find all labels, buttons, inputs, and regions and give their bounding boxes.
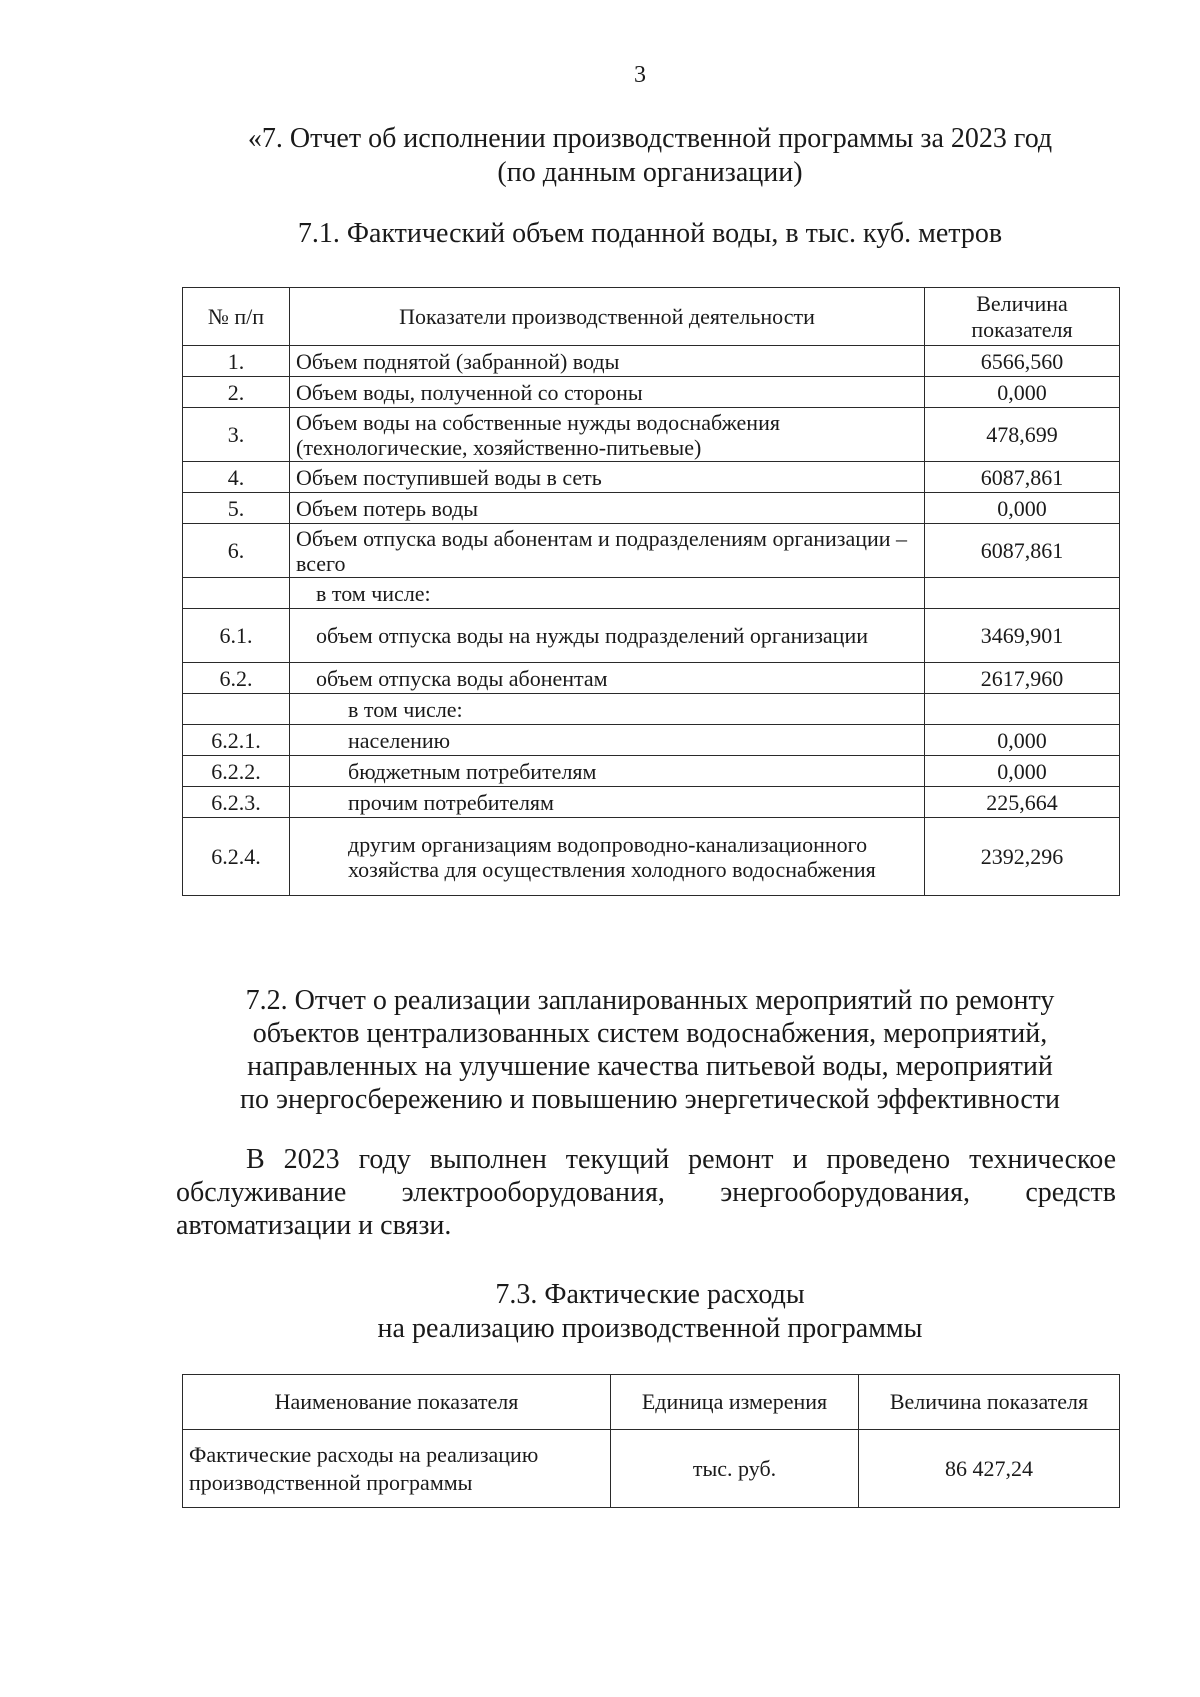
row-value: 478,699 [925,408,1120,462]
table-row [183,663,1120,694]
row-value [925,694,1120,725]
expense-value: 86 427,24 [859,1430,1120,1508]
expense-unit: тыс. руб. [611,1430,859,1508]
table-row [183,462,1120,493]
row-value: 225,664 [925,787,1120,818]
row-number: 5. [183,493,290,524]
page-number: 3 [634,62,646,88]
expenses-table [182,1374,1120,1508]
row-indicator: Объем воды на собственные нужды водоснабжения (технологические, хозяйственно-питьевые) [290,408,925,462]
row-indicator: другим организациям водопроводно-канализационного хозяйства для осуществления холодного водоснабжения [290,818,925,896]
row-number [183,694,290,725]
expense-name: Фактические расходы на реализацию производственной программы [183,1430,611,1508]
header-value: Величина показателя [859,1375,1120,1430]
row-number [183,578,290,609]
repair-paragraph [176,1143,1116,1242]
section-7-3-line: на реализацию производственной программы [377,1313,923,1344]
table-row [183,694,1120,725]
table-row [183,609,1120,663]
row-value: 6087,861 [925,524,1120,578]
section-7-1-title: 7.1. Фактический объем поданной воды, в тыс. куб. метров [297,218,1003,249]
document-title [180,122,1120,190]
section-7-2-line: объектов централизованных систем водоснабжения, мероприятий, [252,1018,1048,1049]
row-indicator: Объем отпуска воды абонентам и подразделениям организации – всего [290,524,925,578]
row-number: 6.2.4. [183,818,290,896]
section-7-3-title [280,1278,1020,1346]
table-row [183,377,1120,408]
row-value: 6566,560 [925,346,1120,377]
section-7-2-line: направленных на улучшение качества питьевой воды, мероприятий [247,1051,1053,1082]
row-number: 6.2.3. [183,787,290,818]
table-row [183,524,1120,578]
row-number: 6.2.1. [183,725,290,756]
table-header-row [183,288,1120,346]
row-number: 6.2. [183,663,290,694]
row-value: 0,000 [925,377,1120,408]
row-indicator: населению [290,725,925,756]
water-volume-table [182,287,1120,896]
row-indicator: прочим потребителям [290,787,925,818]
table-row [183,408,1120,462]
row-indicator: объем отпуска воды абонентам [290,663,925,694]
row-value: 0,000 [925,725,1120,756]
header-number: № п/п [183,288,290,346]
row-number: 4. [183,462,290,493]
row-value [925,578,1120,609]
row-indicator: объем отпуска воды на нужды подразделений организации [290,609,925,663]
table-row [183,346,1120,377]
paragraph-line: В 2023 году выполнен текущий ремонт и проведено техническое [246,1144,1116,1175]
row-number: 1. [183,346,290,377]
section-7-2-line: по энергосбережению и повышению энергетической эффективности [240,1084,1060,1115]
row-indicator: в том числе: [290,578,925,609]
table-row [183,818,1120,896]
header-unit: Единица измерения [611,1375,859,1430]
section-7-2-line: 7.2. Отчет о реализации запланированных мероприятий по ремонту [245,985,1055,1016]
header-value: Величина показателя [925,288,1120,346]
row-value: 3469,901 [925,609,1120,663]
header-indicator: Показатели производственной деятельности [290,288,925,346]
row-indicator: Объем поступившей воды в сеть [290,462,925,493]
row-value: 0,000 [925,756,1120,787]
row-value: 2392,296 [925,818,1120,896]
row-value: 2617,960 [925,663,1120,694]
header-name: Наименование показателя [183,1375,611,1430]
paragraph-line: обслуживание электрооборудования, энергооборудования, средств [176,1177,1116,1208]
title-line-2: (по данным организации) [497,157,803,188]
row-indicator: в том числе: [290,694,925,725]
row-indicator: Объем воды, полученной со стороны [290,377,925,408]
row-number: 6.2.2. [183,756,290,787]
paragraph-line: автоматизации и связи. [176,1210,452,1241]
table-row [183,787,1120,818]
row-indicator: Объем поднятой (забранной) воды [290,346,925,377]
table-row [183,756,1120,787]
row-value: 0,000 [925,493,1120,524]
row-number: 3. [183,408,290,462]
table-header-row [183,1375,1120,1430]
title-line-1: «7. Отчет об исполнении производственной программы за 2023 год [247,123,1053,154]
row-number: 2. [183,377,290,408]
row-number: 6.1. [183,609,290,663]
table-row [183,1430,1120,1508]
row-number: 6. [183,524,290,578]
section-7-3-line: 7.3. Фактические расходы [495,1279,805,1310]
table-row [183,578,1120,609]
row-value: 6087,861 [925,462,1120,493]
table-row [183,725,1120,756]
section-7-2-title [180,984,1120,1116]
row-indicator: Объем потерь воды [290,493,925,524]
table-row [183,493,1120,524]
water-volume-table-body [183,346,1120,896]
row-indicator: бюджетным потребителям [290,756,925,787]
